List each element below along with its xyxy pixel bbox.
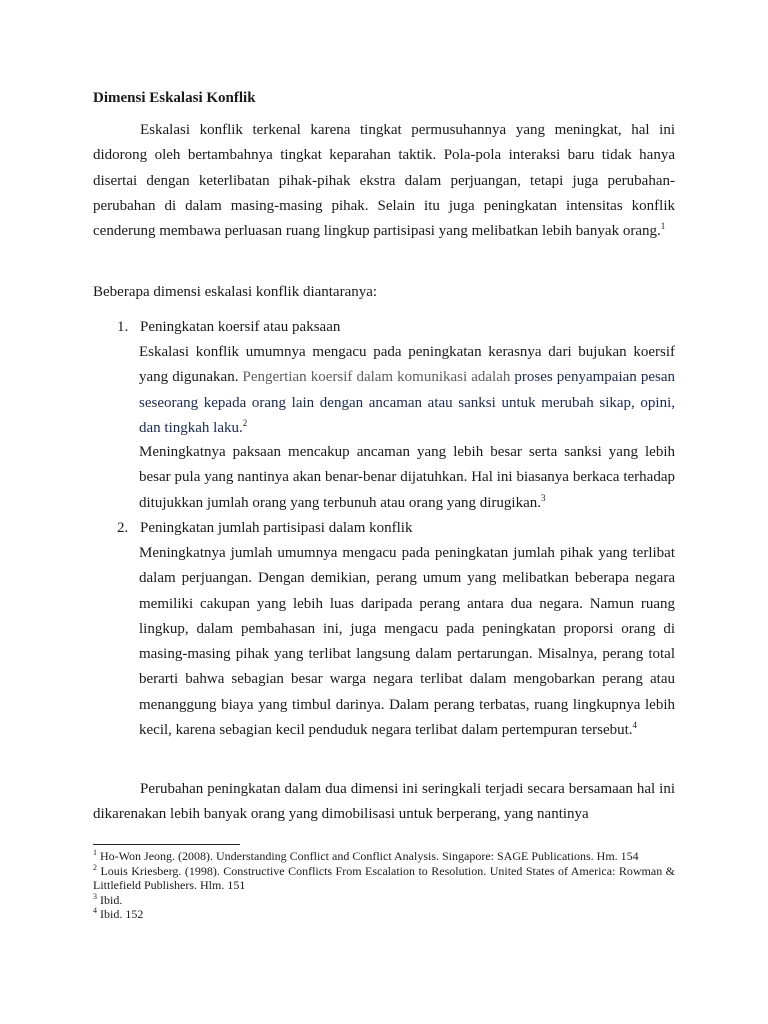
- footnote-separator: [93, 844, 240, 845]
- list-item-2-title: [117, 516, 677, 541]
- footnote-ref: 3: [540, 492, 546, 503]
- footnote-text: Ibid.: [97, 892, 123, 907]
- footnote-ref: 1: [660, 221, 666, 232]
- list-number: 2.: [117, 520, 129, 536]
- list-item-title-text: Peningkatan koersif atau paksaan: [140, 319, 341, 335]
- footnote-ref: 2: [242, 417, 248, 428]
- footnote-text: Ho-Won Jeong. (2008). Understanding Conflict and Conflict Analysis. Singapore: SAGE Publications. Hm. 154: [97, 849, 639, 863]
- list-item-title-text: Peningkatan jumlah partisipasi dalam konflik: [140, 520, 413, 536]
- list-item-1-body-2: [139, 440, 675, 516]
- footnote-mark: 2: [93, 862, 97, 872]
- paragraph-text: Eskalasi konflik terkenal karena tingkat permusuhannya yang meningkat, hal ini didorong oleh bertambahnya tingkat keparahan taktik. Pola-pola interaksi baru tidak hanya disertai dengan keterlibatan pihak-pihak ekstra dalam perjuangan, tetapi juga perubahan-perubahan di dalam masing-masing pihak. Selain itu juga peningkatan intensitas konflik cenderung membawa perluasan ruang lingkup partisipasi yang melibatkan lebih banyak orang.: [93, 122, 675, 240]
- footnote-1: [93, 849, 675, 864]
- list-item-1-body: [139, 340, 675, 441]
- paragraph-eskalasi: [93, 118, 675, 244]
- body-text: Meningkatnya paksaan mencakup ancaman yang lebih besar serta sanksi yang lebih besar pula yang nantinya akan benar-benar dijatuhkan. Hal ini biasanya berkaca terhadap ditujukkan jumlah orang yang terbunuh atau orang yang dirugikan.: [139, 444, 675, 511]
- list-number: 1.: [117, 319, 129, 335]
- closing-paragraph: Perubahan peningkatan dalam dua dimensi ini seringkali terjadi secara bersamaan hal ini dikarenakan lebih banyak orang yang dimobilisasi untuk berperang, yang nantinya: [93, 781, 675, 823]
- footnote-mark: 3: [93, 891, 97, 901]
- body-text: Meningkatnya jumlah umumnya mengacu pada peningkatan jumlah pihak yang terlibat dalam perjuangan. Dengan demikian, perang umum yang melibatkan beberapa negara memiliki cakupan yang lebih luas daripada perang antara dua negara. Namun ruang lingkup, dalam pembahasan ini, juga mengacu pada peningkatan proporsi orang di masing-masing pihak yang terlibat langsung dalam pertarungan. Misalnya, perang total berarti bahwa sebagian besar warga negara terlibat dalam mengobarkan perang atau menanggung biaya yang timbul darinya. Dalam perang terbatas, ruang lingkupnya lebih kecil, karena sebagian kecil penduduk negara terlibat dalam pertempuran tersebut.: [139, 545, 675, 739]
- footnote-mark: 1: [93, 848, 97, 857]
- footnote-3: [93, 893, 675, 908]
- definition-text: proses penyampaian pesan seseorang kepada orang lain dengan ancaman atau sanksi untuk merubah sikap, opini, dan tingkah laku.: [139, 369, 675, 436]
- body-text: Eskalasi konflik umumnya mengacu pada peningkatan kerasnya dari bujukan koersif yang digunakan.: [139, 344, 675, 386]
- list-item-1-title: [117, 315, 677, 340]
- footnote-text: Ibid. 152: [97, 907, 144, 921]
- footnote-2: [93, 864, 675, 893]
- list-item-2-body: [139, 541, 675, 743]
- definition-lead: Pengertian koersif dalam komunikasi adalah: [242, 369, 515, 386]
- intro-paragraph: Beberapa dimensi eskalasi konflik diantaranya:: [93, 284, 378, 300]
- section-heading: Dimensi Eskalasi Konflik: [93, 90, 256, 106]
- footnotes: [93, 849, 675, 922]
- footnote-text: Louis Kriesberg. (1998). Constructive Conflicts From Escalation to Resolution. United States of America: Rowman & Littlefield Publishers. Hlm. 151: [93, 863, 675, 892]
- footnote-ref: 4: [632, 720, 638, 731]
- footnote-mark: 4: [93, 906, 97, 915]
- footnote-4: [93, 907, 675, 922]
